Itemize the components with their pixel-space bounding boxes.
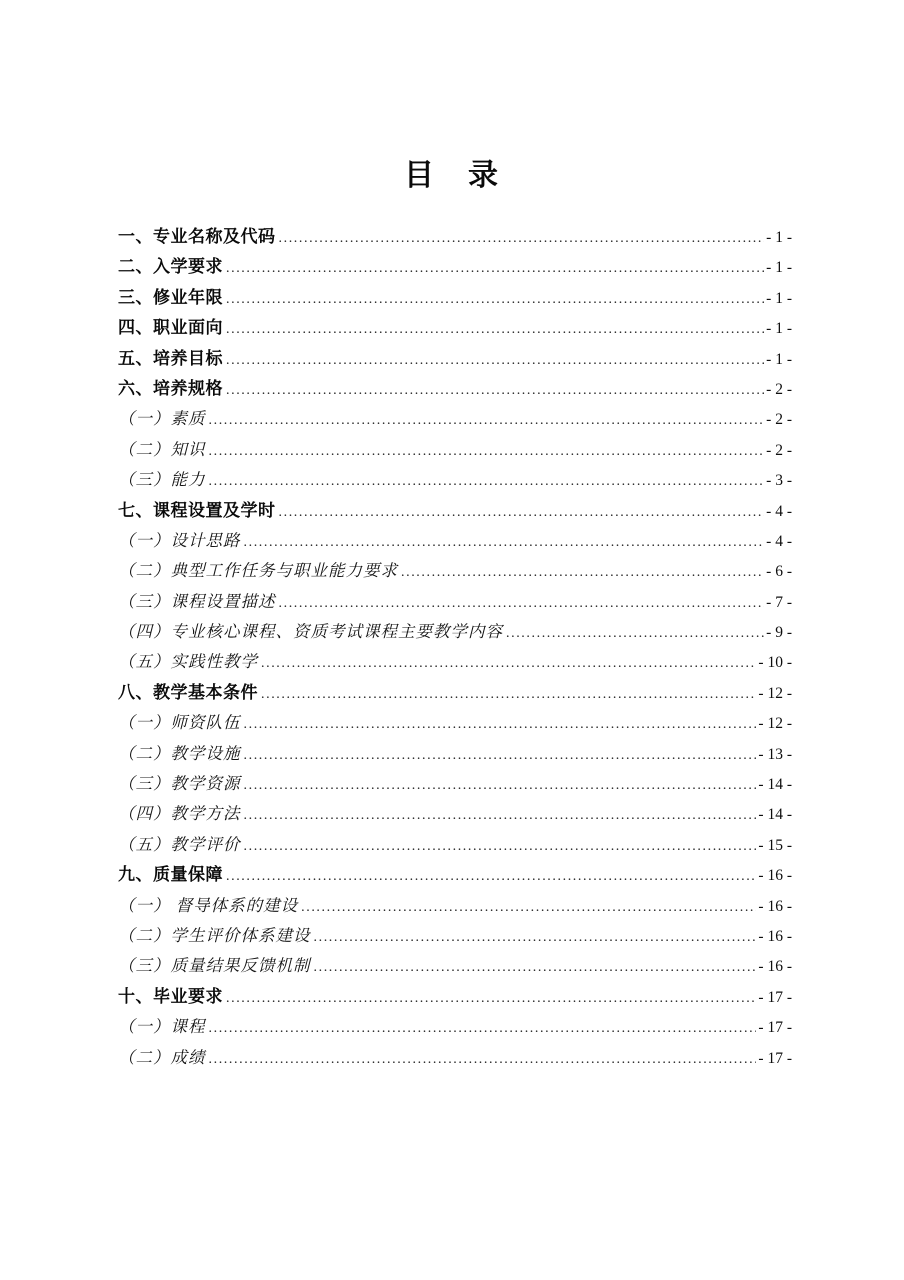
toc-entry-label: 六、培养规格	[118, 378, 223, 398]
toc-entry[interactable]	[118, 465, 792, 495]
toc-entry[interactable]	[118, 496, 792, 526]
toc-entry[interactable]	[118, 556, 792, 586]
page-title: 目 录	[404, 159, 500, 192]
dot-leader	[261, 679, 756, 710]
toc-entry[interactable]	[118, 435, 792, 465]
toc-entry-label: 五、培养目标	[118, 348, 223, 368]
dot-leader	[244, 800, 757, 831]
toc-entry-page: - 17 -	[758, 988, 792, 1006]
toc-entry-label: （一）素质	[118, 409, 206, 429]
toc-entry-label: （三）教学资源	[118, 774, 241, 794]
dot-leader	[209, 1044, 757, 1075]
toc-entry-label: 二、入学要求	[118, 257, 223, 277]
toc-entry-label: （三）能力	[118, 470, 206, 490]
toc-entry[interactable]	[118, 921, 792, 951]
toc-entry-label: （三）质量结果反馈机制	[118, 956, 311, 976]
dot-leader	[279, 497, 765, 528]
toc-entry-page: - 9 -	[766, 624, 792, 642]
toc-entry-label: 七、课程设置及学时	[118, 500, 276, 520]
toc-entry[interactable]	[118, 982, 792, 1012]
toc-entry-page: - 4 -	[766, 502, 792, 520]
dot-leader	[506, 618, 764, 649]
toc-entry-label: （二）教学设施	[118, 743, 241, 763]
toc-entry-page: - 3 -	[766, 472, 792, 490]
toc-entry-label: 一、专业名称及代码	[118, 227, 276, 246]
toc-entry-label: （五）实践性教学	[118, 652, 258, 672]
toc-entry[interactable]	[118, 313, 792, 343]
toc-entry-page: - 2 -	[766, 411, 792, 429]
dot-leader	[209, 436, 765, 467]
toc-entry-page: - 10 -	[758, 654, 792, 672]
toc-entry-label: （一） 督导体系的建设	[118, 895, 299, 915]
dot-leader	[261, 648, 756, 679]
dot-leader	[244, 831, 757, 862]
toc-entry[interactable]	[118, 587, 792, 617]
toc-entry-label: （五）教学评价	[118, 834, 241, 854]
toc-entry-page: - 1 -	[766, 350, 792, 368]
toc-entry-label: （二）典型工作任务与职业能力要求	[118, 561, 398, 581]
toc-entry-label: （一）师资队伍	[118, 713, 241, 733]
toc-entry-page: - 1 -	[766, 320, 792, 338]
toc-entry-page: - 4 -	[766, 532, 792, 550]
dot-leader	[226, 284, 764, 315]
toc-entry-page: - 7 -	[766, 593, 792, 611]
toc-entry-page: - 12 -	[758, 684, 792, 702]
dot-leader	[244, 709, 757, 740]
toc-entry-page: - 1 -	[766, 229, 792, 246]
toc-entry[interactable]	[118, 222, 792, 252]
dot-leader	[244, 527, 765, 558]
toc-entry-label: （二）知识	[118, 439, 206, 459]
toc-entry[interactable]	[118, 860, 792, 890]
toc-entry-page: - 15 -	[758, 836, 792, 854]
toc-entry-label: （四）专业核心课程、资质考试课程主要教学内容	[118, 622, 503, 642]
toc-entry[interactable]	[118, 526, 792, 556]
dot-leader	[226, 345, 764, 376]
dot-leader	[209, 405, 765, 436]
toc-entry-label: （一）设计思路	[118, 530, 241, 550]
toc-entry-label: 八、教学基本条件	[118, 682, 258, 702]
toc-entry[interactable]	[118, 830, 792, 860]
toc-entry[interactable]	[118, 374, 792, 404]
toc-entry-label: 三、修业年限	[118, 287, 223, 307]
toc-entry-label: （三）课程设置描述	[118, 591, 276, 611]
toc-list	[118, 222, 792, 1073]
toc-entry[interactable]	[118, 678, 792, 708]
toc-entry[interactable]	[118, 1043, 792, 1073]
dot-leader	[301, 892, 756, 923]
toc-entry-page: - 12 -	[758, 715, 792, 733]
toc-entry-label: （二）成绩	[118, 1047, 206, 1067]
dot-leader	[209, 466, 765, 497]
toc-entry-page: - 17 -	[758, 1049, 792, 1067]
dot-leader	[244, 740, 757, 771]
toc-entry-page: - 16 -	[758, 867, 792, 885]
toc-entry-page: - 13 -	[758, 745, 792, 763]
toc-entry-page: - 6 -	[766, 563, 792, 581]
toc-entry-page: - 16 -	[758, 927, 792, 945]
toc-entry[interactable]	[118, 617, 792, 647]
dot-leader	[226, 983, 756, 1014]
toc-entry-page: - 14 -	[758, 776, 792, 794]
toc-entry[interactable]	[118, 344, 792, 374]
toc-entry[interactable]	[118, 891, 792, 921]
toc-entry-page: - 17 -	[758, 1019, 792, 1037]
toc-entry[interactable]	[118, 769, 792, 799]
dot-leader	[209, 1013, 757, 1044]
dot-leader	[401, 557, 764, 588]
toc-entry[interactable]	[118, 283, 792, 313]
dot-leader	[279, 223, 765, 254]
toc-entry-page: - 1 -	[766, 259, 792, 277]
toc-entry[interactable]	[118, 708, 792, 738]
dot-leader	[244, 770, 757, 801]
toc-entry-label: （四）教学方法	[118, 804, 241, 824]
toc-entry[interactable]	[118, 1012, 792, 1042]
dot-leader	[314, 922, 757, 953]
toc-entry[interactable]	[118, 647, 792, 677]
toc-entry-label: 十、毕业要求	[118, 986, 223, 1006]
toc-entry-page: - 14 -	[758, 806, 792, 824]
toc-entry-label: （一）课程	[118, 1017, 206, 1037]
dot-leader	[279, 588, 765, 619]
toc-entry-label: 四、职业面向	[118, 318, 223, 338]
toc-entry[interactable]	[118, 404, 792, 434]
toc-entry[interactable]	[118, 951, 792, 981]
toc-entry-label: 九、质量保障	[118, 865, 223, 885]
toc-entry-page: - 2 -	[766, 441, 792, 459]
toc-entry[interactable]	[118, 739, 792, 769]
toc-entry-page: - 16 -	[758, 958, 792, 976]
dot-leader	[226, 314, 764, 345]
toc-entry-page: - 2 -	[766, 380, 792, 398]
toc-entry-page: - 16 -	[758, 897, 792, 915]
dot-leader	[226, 253, 764, 284]
dot-leader	[226, 375, 764, 406]
toc-entry-label: （二）学生评价体系建设	[118, 925, 311, 945]
toc-entry[interactable]	[118, 252, 792, 282]
toc-entry-page: - 1 -	[766, 289, 792, 307]
dot-leader	[226, 861, 756, 892]
toc-entry[interactable]	[118, 799, 792, 829]
dot-leader	[314, 952, 757, 983]
